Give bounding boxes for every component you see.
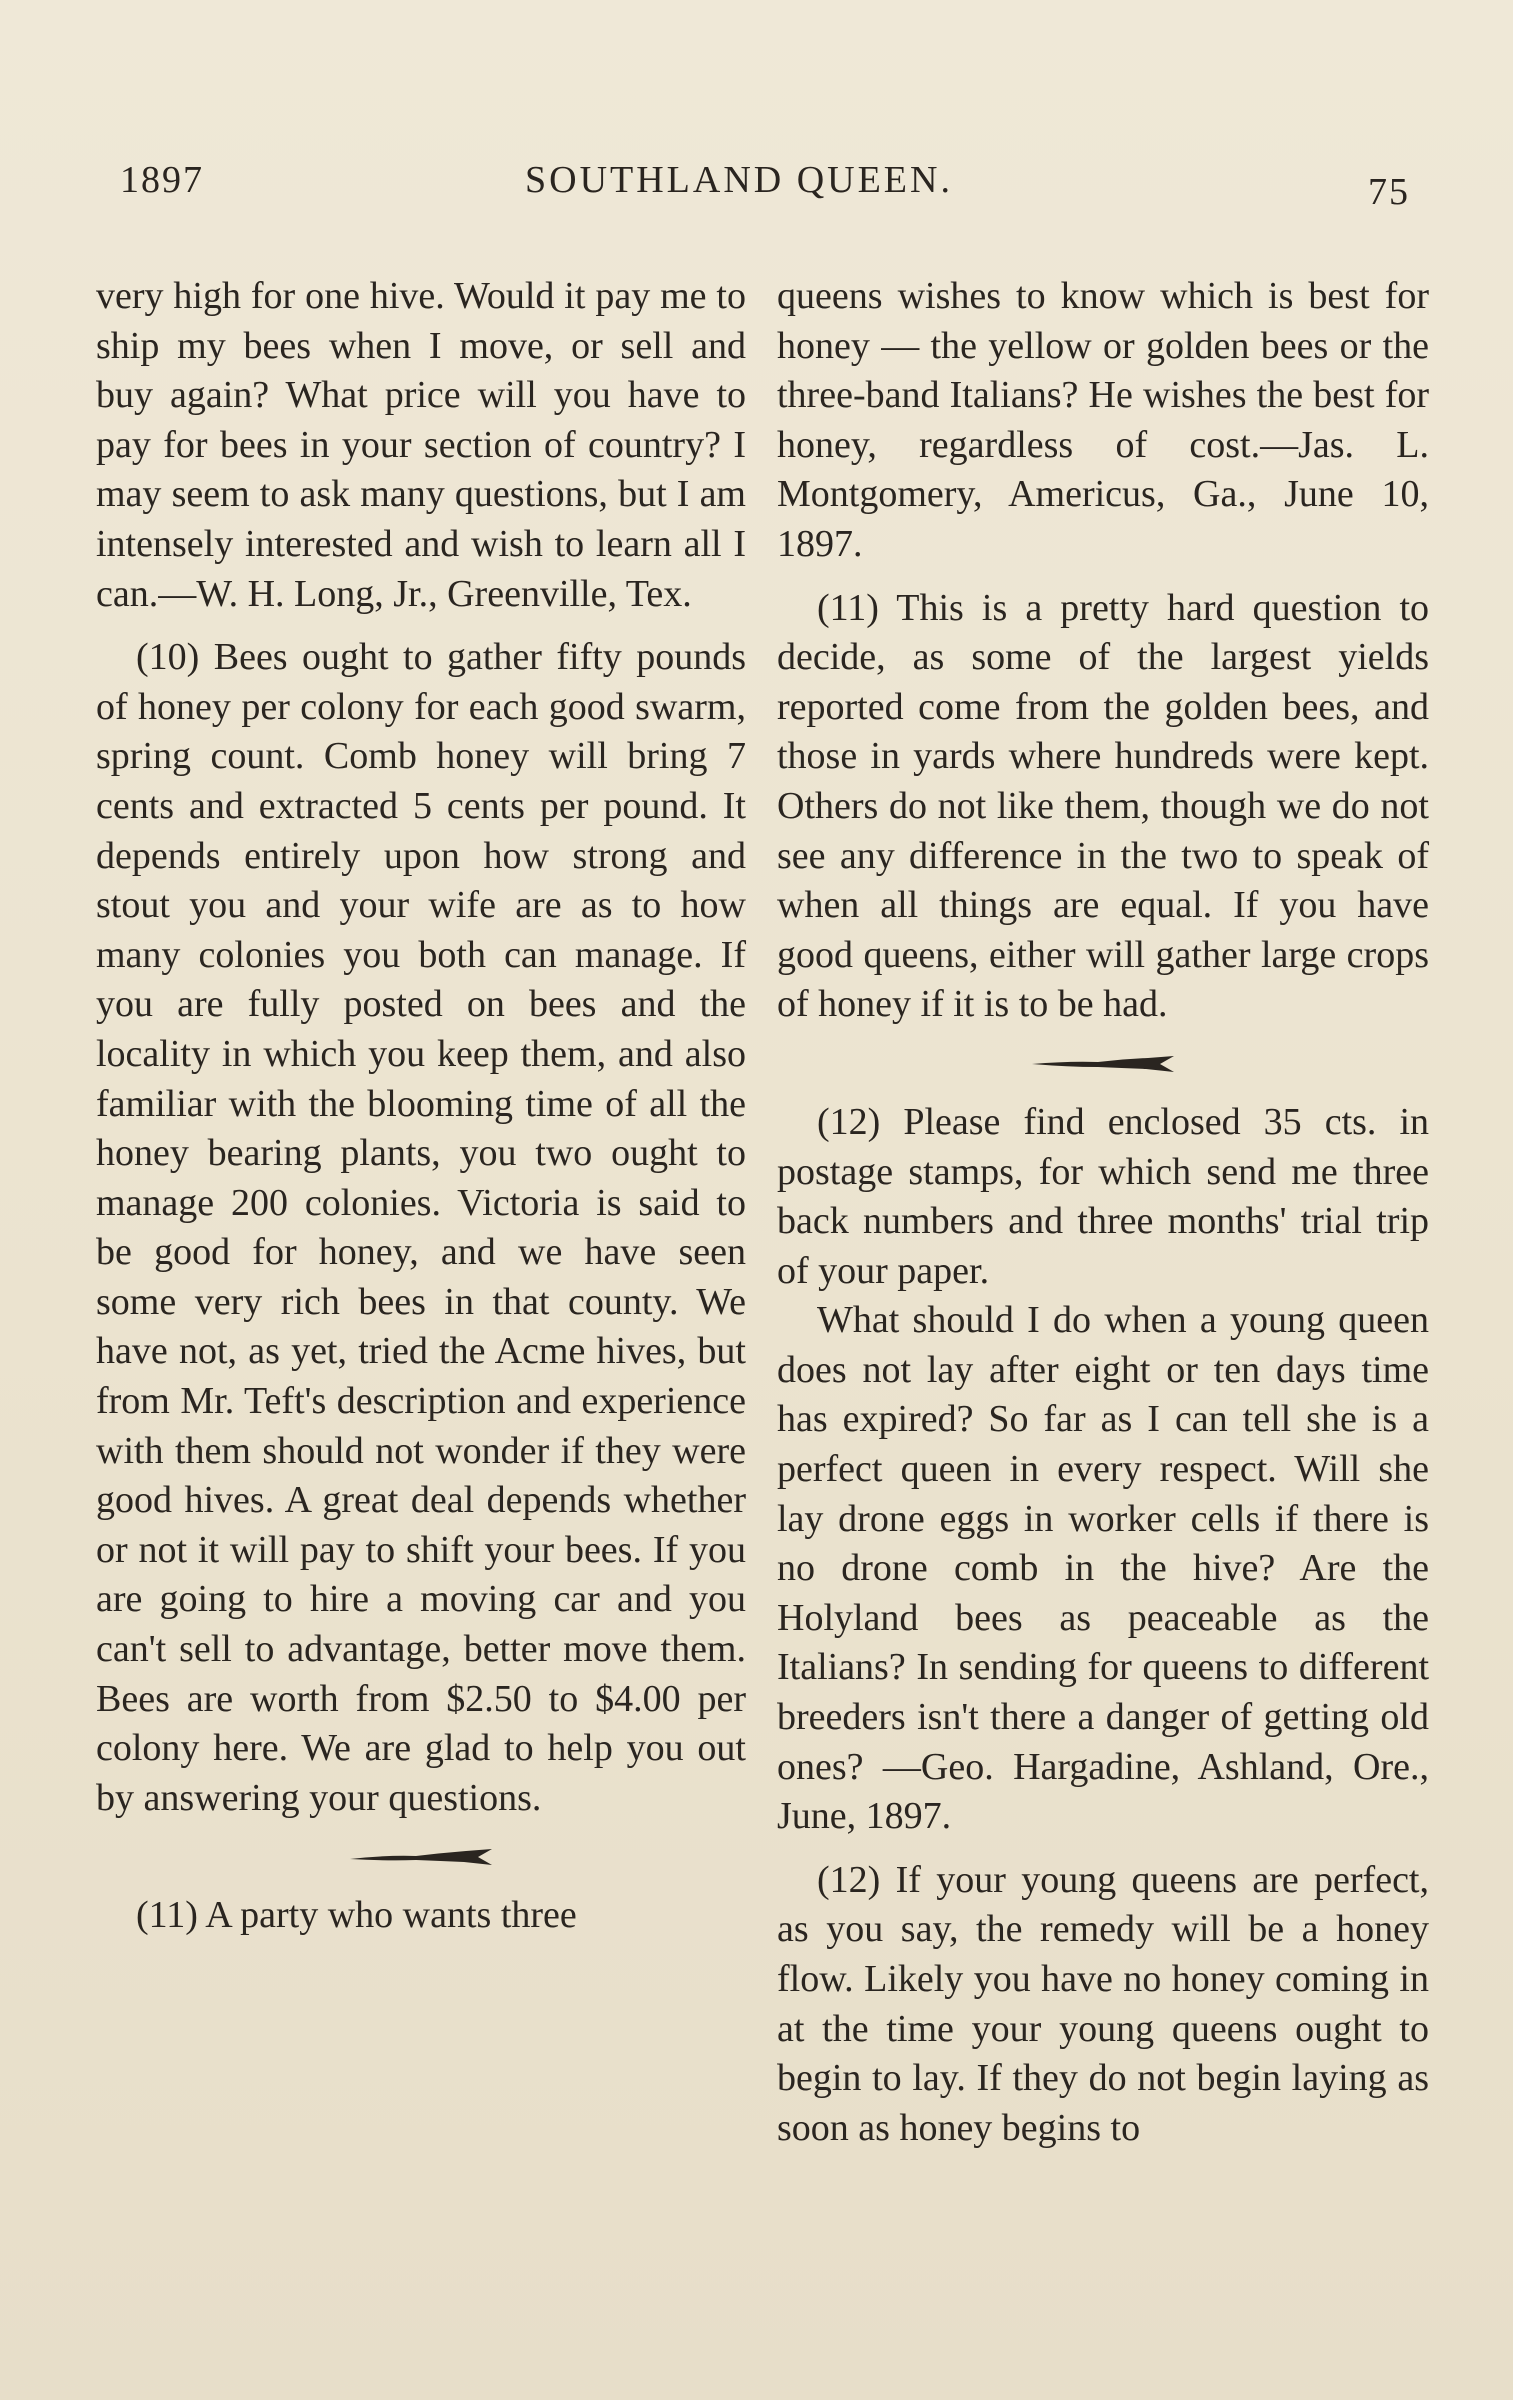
answer-10-paragraph: (10) Bees ought to gather fifty pounds of honey per colony for each good swarm, spring count. Comb honey will bring 7 cents and extracted 5 cents per pound. It depends entirely upon how strong and stout you and your wife are as to how many colonies you both can manage. If you are fully posted on bees and the locality in which you keep them, and also familiar with the blooming time of all the honey bearing plants, you two ought to manage 200 colonies. Victoria is said to be good for honey, and we have seen some very rich bees in that county. We have not, as yet, tried the Acme hives, but from Mr. Teft's description and experience with them should not wonder if they were good hives. A great deal depends whether or not it will pay to shift your bees. If you are going to hire a moving car and you can't sell to advantage, better move them. Bees are worth from $2.50 to $4.00 per colony here. We are glad to help you out by answering your questions. xyxy=(96,636,746,1819)
question-12-details: What should I do when a young queen does not lay after eight or ten days time has expired? So far as I can tell she is a perfect queen in every respect. Will she lay drone eggs in worker cells if there is no drone comb in the hive? Are the Holyland bees as peaceable as the Italians? In sending for queens to different breeders isn't there a danger of getting old ones? —Geo. Hargadine, Ashland, Ore., June, 1897. xyxy=(777,1299,1429,1838)
answer-11-paragraph: (11) This is a pretty hard question to decide, as some of the largest yields reported come from the golden bees, and those in yards where hundreds were kept. Others do not like them, though we do not see any difference in the two to speak of when all things are equal. If you have good queens, either will gather large crops of honey if it is to be had. xyxy=(777,586,1429,1026)
answer-12-paragraph: (12) If your young queens are perfect, as you say, the remedy will be a honey flow. Likely you have no honey coming in at the time your young queens ought to begin to lay. If they do not begin laying as soon as honey begins to xyxy=(777,1858,1429,2149)
question-11-paragraph: (11) A party who wants three xyxy=(136,1894,577,1937)
question-12-paragraph: (12) Please find enclosed 35 cts. in postage stamps, for which send me three back numbers and three months' trial trip of your paper. xyxy=(777,1100,1429,1292)
left-column xyxy=(96,272,746,1941)
page-number: 75 xyxy=(1368,171,1410,213)
question-11-continuation: queens wishes to know which is best for honey — the yellow or golden bees or the three-band Italians? He wishes the best for honey, regardless of cost.—Jas. L. Montgomery, Americus, Ga., June 10, 1897. xyxy=(777,275,1429,565)
fleuron-divider-icon xyxy=(1028,1052,1178,1076)
fleuron-divider-icon xyxy=(346,1845,496,1869)
right-column xyxy=(777,272,1429,2153)
running-header xyxy=(120,150,1420,213)
header-year: 1897 xyxy=(120,159,204,201)
journal-title: SOUTHLAND QUEEN. xyxy=(525,159,953,201)
letter-continuation-paragraph: very high for one hive. Would it pay me to ship my bees when I move, or sell and buy again? What price will you have to pay for bees in your section of country? I may seem to ask many questions, but I am intensely interested and wish to learn all I can.—W. H. Long, Jr., Greenville, Tex. xyxy=(96,275,746,615)
